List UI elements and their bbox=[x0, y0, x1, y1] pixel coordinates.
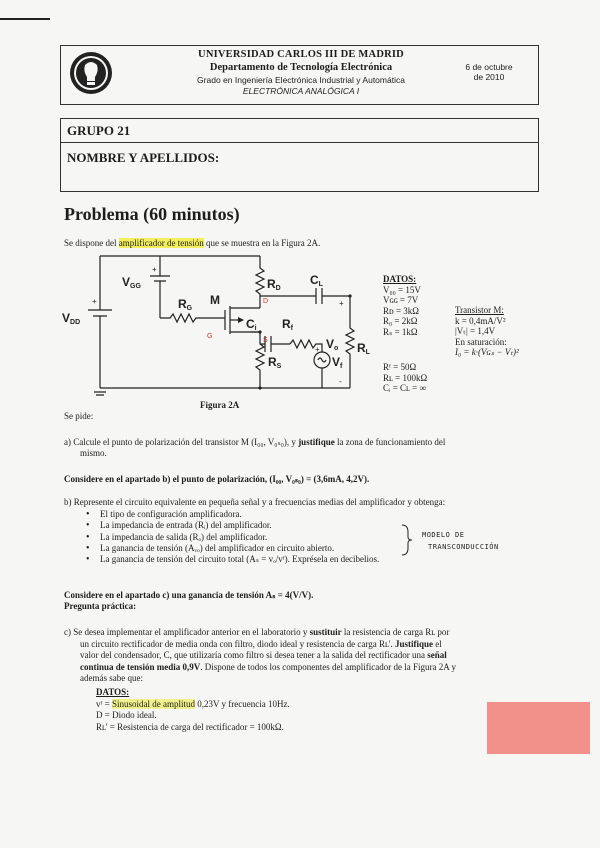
divider bbox=[61, 142, 538, 143]
label-rd: RD bbox=[267, 277, 281, 292]
label-rg: RG bbox=[178, 297, 193, 312]
group-label: GRUPO 21 bbox=[67, 123, 131, 138]
svg-text:+: + bbox=[339, 299, 344, 308]
datos-block-2: Rᶠ = 50Ω Rʟ = 100kΩ Cᵢ = Cʟ = ∞ bbox=[383, 362, 428, 393]
se-pide: Se pide: bbox=[64, 411, 94, 421]
student-info-box bbox=[60, 118, 539, 192]
hand-label-g: G bbox=[207, 333, 213, 340]
label-ci: Ci bbox=[246, 317, 257, 332]
label-vf: Vf bbox=[332, 355, 343, 370]
practica-title: Pregunta práctica: bbox=[64, 601, 137, 611]
question-a: a) Calcule el punto de polarización del transistor M (I₀₀, V₀ₛ₀), y justifique la zona de funcionamiento del mismo. bbox=[64, 437, 446, 458]
question-c-datos: DATOS: vᶠ = Sinusoidal de amplitud 0,23V y frecuencia 10Hz. D = Diodo ideal. Rʟ' = Resistencia de carga del rectificador = 100kΩ. bbox=[96, 687, 290, 732]
label-m: M bbox=[210, 293, 220, 307]
label-rs: RS bbox=[268, 355, 282, 370]
label-cl: CL bbox=[310, 273, 323, 288]
svg-text:+: + bbox=[152, 265, 157, 274]
question-b-list bbox=[100, 509, 379, 565]
label-vdd: VDD bbox=[62, 311, 81, 326]
consider-b: Considere en el apartado b) el punto de polarización, (I₀₀, V₀ₛ₀) = (3,6mA, 4,2V). bbox=[64, 474, 370, 484]
highlight-sinusoidal: Sinusoidal de amplitud bbox=[111, 698, 195, 709]
transistor-data: Transistor M: k = 0,4mA/V² |Vₜ| = 1,4V En saturación: I₀ = k·(Vɢₛ − Vₜ)² bbox=[455, 305, 519, 357]
label-vo: Vo bbox=[326, 337, 339, 352]
figure-caption: Figura 2A bbox=[200, 400, 240, 410]
handwritten-note-2: TRANSCONDUCCIÓN bbox=[428, 543, 499, 551]
label-vgg: VGG bbox=[122, 275, 141, 290]
list-item: • La impedancia de salida (Rₒ) del amplificador. bbox=[100, 532, 379, 543]
consider-c: Considere en el apartado c) una ganancia de tensión Aₛ = 4(V/V). bbox=[64, 590, 314, 600]
university-name: UNIVERSIDAD CARLOS III DE MADRID bbox=[198, 49, 404, 60]
label-rl: RL bbox=[357, 341, 370, 356]
problem-title: Problema (60 minutos) bbox=[64, 204, 240, 224]
brace-icon bbox=[400, 524, 414, 556]
margin-dash bbox=[0, 18, 50, 20]
question-b: b) Represente el circuito equivalente en pequeña señal y a frecuencias medias del amplificador y obtenga: bbox=[64, 497, 446, 507]
question-c: c) Se desea implementar el amplificador anterior en el laboratorio y sustituir la resistencia de carga Rʟ por un circuito rectificador de media onda con filtro, diodo ideal y resistencia de carga Rʟ'. Justifique el valor del condensador, C, que utilizaría como filtro si desea tener a la salida del rectificador una señal continua de tensión media 0,9V. Dispone de todos los componentes del amplificador de la Figura 2A y además sabe que: bbox=[64, 627, 456, 683]
department-name: Departamento de Tecnología Electrónica bbox=[209, 62, 393, 73]
circuit-figure-2a bbox=[60, 248, 380, 398]
list-item: • La impedancia de entrada (Rᵢ) del amplificador. bbox=[100, 520, 379, 531]
svg-text:+: + bbox=[315, 345, 320, 354]
datos-block: DATOS: V₀₀ = 15V Vɢɢ = 7V Rᴅ = 3kΩ R₀ = 2kΩ Rₛ = 1kΩ bbox=[383, 274, 421, 337]
subject-name: ELECTRÓNICA ANALÓGICA I bbox=[242, 86, 360, 96]
exam-date: 6 de octubre de 2010 bbox=[465, 62, 513, 82]
label-rf: Rf bbox=[282, 317, 294, 332]
list-item: • La ganancia de tensión (Aᵥₒ) del amplificador en circuito abierto. bbox=[100, 543, 379, 554]
problem-intro: Se dispone del amplificador de tensión que se muestra en la Figura 2A. bbox=[64, 238, 321, 248]
university-logo-icon bbox=[69, 51, 113, 95]
list-item: • El tipo de configuración amplificadora. bbox=[100, 509, 379, 520]
mosfet-arrow bbox=[238, 317, 244, 323]
svg-text:-: - bbox=[339, 377, 342, 386]
handwritten-note-1: MODELO DE bbox=[422, 531, 465, 539]
exam-header bbox=[60, 45, 539, 105]
list-item: • La ganancia de tensión del circuito total (Aₛ = vₒ/vᶠ). Exprésela en decibelios. bbox=[100, 554, 379, 565]
degree-name: Grado en Ingeniería Electrónica Industrial y Automática bbox=[197, 75, 405, 85]
hand-label-s: S bbox=[263, 337, 268, 344]
highlight-amplificador: amplificador de tensión bbox=[118, 238, 204, 248]
pink-sticky-note bbox=[487, 702, 590, 754]
hand-label-d: D bbox=[263, 298, 269, 305]
name-field-label[interactable]: NOMBRE Y APELLIDOS: bbox=[67, 150, 220, 165]
svg-text:+: + bbox=[92, 297, 97, 306]
